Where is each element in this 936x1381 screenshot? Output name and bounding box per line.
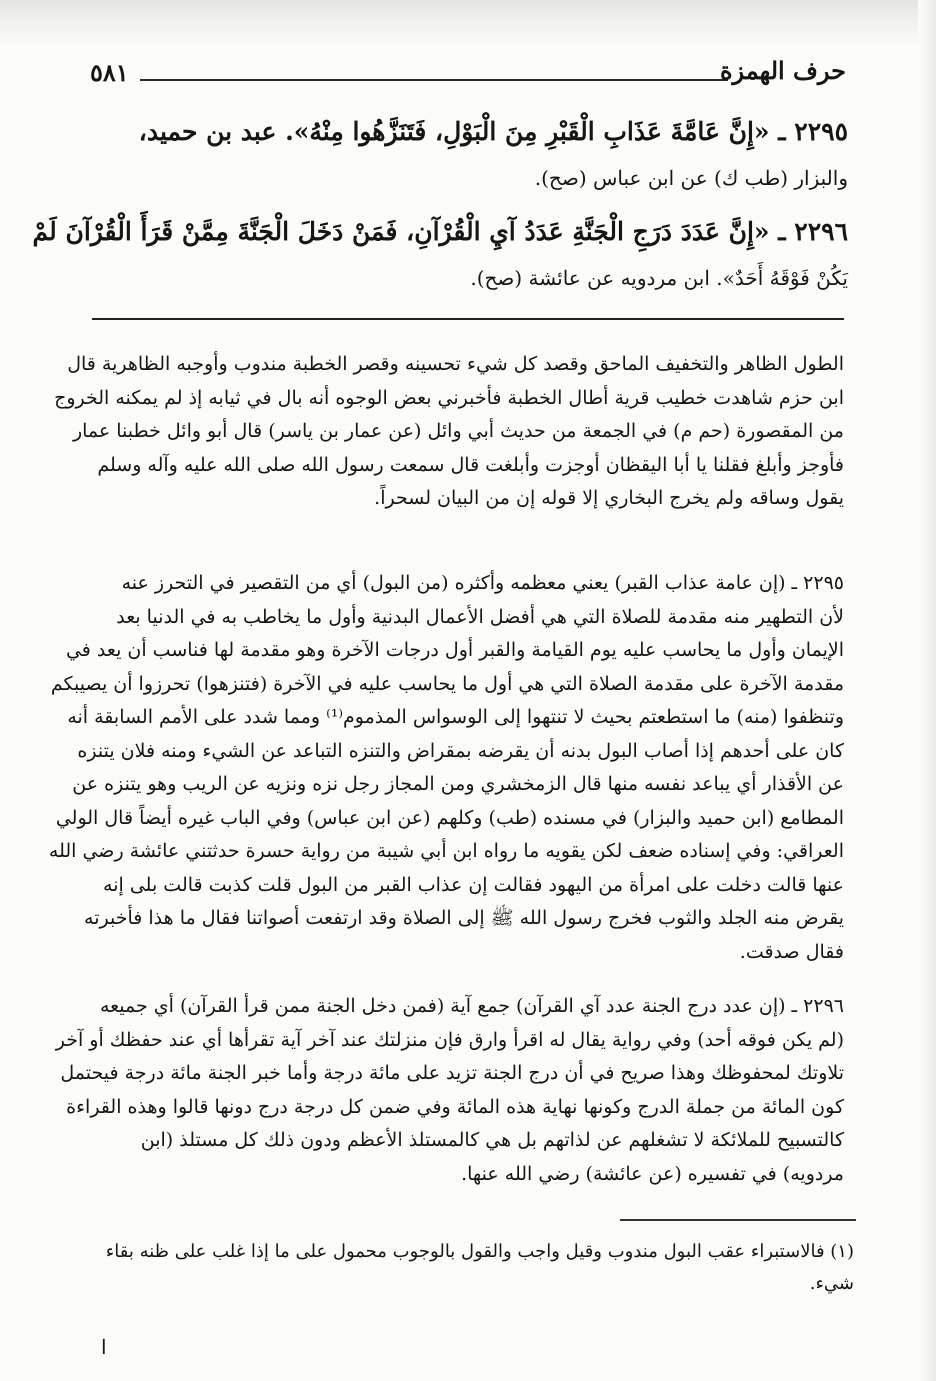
commentary-intro-line: يقول وساقه ولم يخرج البخاري إلا قوله إن من البيان لسحراً.	[374, 487, 844, 509]
commentary-2295	[48, 567, 844, 969]
hadith-2296-line-1: ٢٢٩٦ ـ «إِنَّ عَدَدَ دَرَجِ الْجَنَّةِ عَدَدُ آيِ الْقُرْآنِ، فَمَنْ دَخَلَ الْجَنَّةَ مِمَّنْ قَرَأَ الْقُرْآنَ لَمْ	[32, 217, 848, 246]
commentary-2295-line: فقال صدقت.	[739, 940, 844, 963]
commentary-2295-line: المطامع (ابن حميد والبزار) في مسنده (طب) وكلهم (عن ابن عباس) وفي الباب غيره أيضاً قال الولي	[55, 806, 844, 829]
bottom-page-mark: ا	[101, 1335, 107, 1359]
commentary-2295-line: مقدمة الآخرة على مقدمة الصلاة التي هي أول ما يحاسب عليه في الآخرة (فتنزهوا) تحرزوا أن يصيبكم	[50, 672, 844, 695]
main-text-separator	[92, 318, 844, 320]
commentary-intro-line: فأوجز وأبلغ فقلنا يا أبا اليقظان أوجزت وأبلغت قال سمعت رسول الله صلى الله عليه وآله وسلم	[97, 453, 844, 476]
commentary-2295-line: يقرض منه الجلد والثوب فخرج رسول الله ﷺ إلى الصلاة وقد ارتفعت أصواتنا فقال ما هذا فأخبرته	[84, 907, 844, 929]
scan-right-edge	[918, 0, 936, 1381]
commentary-2296	[55, 990, 844, 1191]
chapter-title: حرف الهمزة	[719, 56, 846, 85]
hadith-2295	[88, 108, 848, 200]
hadith-2296-line-2: يَكُنْ فَوْقَهُ أَحَدٌ». ابن مردويه عن عائشة (صح).	[470, 266, 848, 290]
commentary-intro-line: ابن حزم شاهدت خطيب قرية أطال الخطبة فأخبرني بعض الوجوه أنه بال في ثيابه إذ لم يمكنه الخروج	[54, 386, 844, 409]
hadith-2295-line-1: ٢٢٩٥ ـ «إِنَّ عَامَّةَ عَذَابِ الْقَبْرِ مِنَ الْبَوْلِ، فَتَنَزَّهُوا مِنْهُ». عبد بن حميد،	[138, 117, 848, 146]
commentary-2295-line: عنها قالت دخلت على امرأة من اليهود فقالت إن عذاب القبر من البول قلت كذبت قالت بلى إنه	[103, 873, 844, 896]
hadith-2295-line-2: والبزار (طب ك) عن ابن عباس (صح).	[534, 166, 848, 190]
commentary-2295-line: الإيمان وأول ما يحاسب عليه يوم القيامة والقبر أول درجات الآخرة وهو مقدمة لها فناسب أن يعد في	[65, 639, 844, 661]
commentary-2296-line: (لم يكن فوقه أحد) وفي رواية يقال له اقرأ وارق فإن منزلتك عند آخر آية تقرأها أي عند حفظك أو آخر	[55, 1028, 844, 1051]
hadith-2296	[32, 208, 848, 300]
page-header	[90, 54, 846, 92]
commentary-intro-line: الطول الظاهر والتخفيف الماحق وقصد كل شيء تحسينه وقصر الخطبة مندوب وأوجبه الظاهرية قال	[67, 353, 844, 375]
commentary-2295-line: عن الأقذار أي يباعد نفسه منها قال الزمخشري ومن المجاز رجل نزه ونزيه عن الريب وهو يتنزه عن	[72, 773, 844, 795]
commentary-2296-line: مردويه) في تفسيره (عن عائشة) رضي الله عنها.	[461, 1162, 844, 1185]
page-number: ٥٨١	[90, 58, 129, 87]
scan-top-edge	[0, 0, 936, 48]
commentary-2295-line: العراقي: وفي إسناده ضعف لكن يقويه ما رواه ابن أبي شيبة من رواية حسرة حدثتني عائشة رضي الله	[48, 840, 844, 862]
footnote-line-2: شيء.	[809, 1273, 854, 1294]
header-rule	[140, 79, 728, 81]
footnote-line-1: (١) فالاستبراء عقب البول مندوب وقيل واجب والقول بالوجوب محمول على ما إذا غلب على ظنه بقاء	[105, 1241, 854, 1262]
footnote-separator	[620, 1219, 856, 1221]
commentary-intro	[54, 348, 844, 516]
commentary-2296-line: كالتسبيح للملائكة لا تشغلهم عن لذاتهم بل هي كالمستلذ الأعظم ودون ذلك كل مستلذ (ابن	[140, 1129, 844, 1151]
footnote	[84, 1236, 854, 1300]
commentary-2296-line: تلاوتك لمحفوظك وهذا صريح في أن درج الجنة تزيد على مائة درجة وأما خبر الجنة مائة درجة فيحتمل	[60, 1062, 844, 1084]
commentary-2296-line: ٢٢٩٦ ـ (إن عدد درج الجنة عدد آي القرآن) جمع آية (فمن دخل الجنة ممن قرأ القرآن) أي جميعه	[99, 995, 844, 1017]
commentary-2295-line: كان على أحدهم إذا أصاب البول بدنه أن يقرضه بمقراض والتنزه التباعد عن الشيء ومنه فلان يتنزه	[77, 739, 844, 762]
commentary-2295-line: لأن التطهير منه مقدمة للصلاة التي هي أفضل الأعمال البدنية وأول ما يخاطب به في الدنيا بعد	[116, 605, 844, 628]
commentary-2295-line: ٢٢٩٥ ـ (إن عامة عذاب القبر) يعني معظمه وأكثره (من البول) أي من التقصير في التحرز عنه	[121, 572, 844, 594]
commentary-2295-line: وتنظفوا (منه) ما استطعتم بحيث لا تنتهوا إلى الوسواس المذموم⁽¹⁾ ومما شدد على الأمم السابقة أنه	[67, 706, 844, 728]
commentary-2296-line: كون المائة من جملة الدرج وكونها نهاية هذه المائة وفي ضمن كل درجة درج دونها قالوا وهذه القراءة	[66, 1095, 844, 1118]
commentary-intro-line: من المقصورة (حم م) في الجمعة من حديث أبي وائل (عن عمار بن ياسر) قال أبو وائل خطبنا عمار	[72, 420, 844, 442]
